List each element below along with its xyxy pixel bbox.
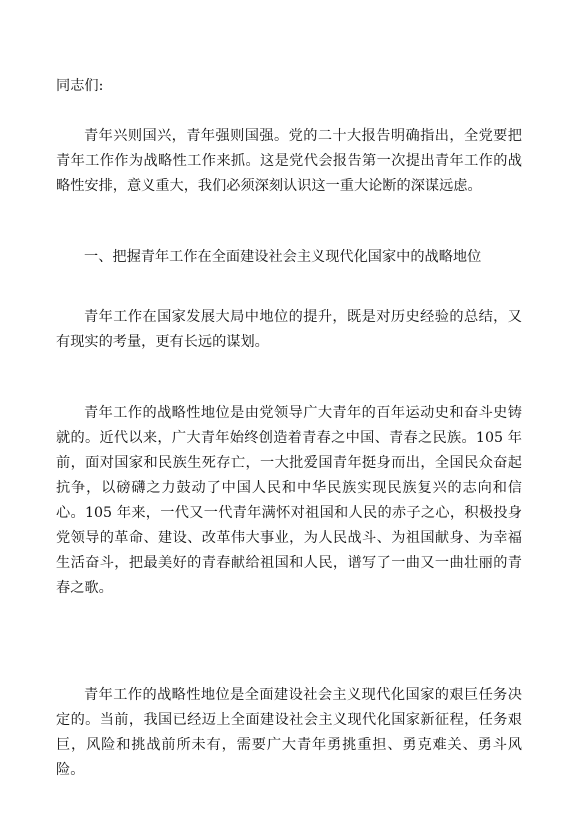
salutation: 同志们: <box>56 78 104 94</box>
paragraph-intro: 青年兴则国兴，青年强则国强。党的二十大报告明确指出，全党要把青年工作作为战略性工作来抓。这是党代会报告第一次提出青年工作的战略性安排，意义重大，我们必须深刻认识这一重大论断的深谋远虑。 <box>56 128 522 194</box>
paragraph-development: 青年工作在国家发展大局中地位的提升，既是对历史经验的总结，又有现实的考量，更有长远的谋划。 <box>56 309 522 350</box>
paragraph-history: 青年工作的战略性地位是由党领导广大青年的百年运动史和奋斗史铸就的。近代以来，广大青年始终创造着青春之中国、青春之民族。105 年前，面对国家和民族生死存亡，一大批爱国青年挺身而出，全国民众奋起抗争，以磅礴之力鼓动了中国人民和中华民族实现民族复兴的志向和信心。105 年来，一代又一代青年满怀对祖国和人民的赤子之心，积极投身党领导的革命、建设、改革伟大事业，为人民战斗、为祖国献身、为幸福生活奋斗，把最美好的青春献给祖国和人民，谱写了一曲又一曲壮丽的青春之歌。 <box>56 405 522 596</box>
paragraph-current-tasks: 青年工作的战略性地位是全面建设社会主义现代化国家的艰巨任务决定的。当前，我国已经迈上全面建设社会主义现代化国家新征程，任务艰巨，风险和挑战前所未有，需要广大青年勇挑重担、勇克难关、勇斗风险。 <box>56 687 522 778</box>
section-heading: 一、把握青年工作在全面建设社会主义现代化国家中的战略地位 <box>84 249 482 265</box>
